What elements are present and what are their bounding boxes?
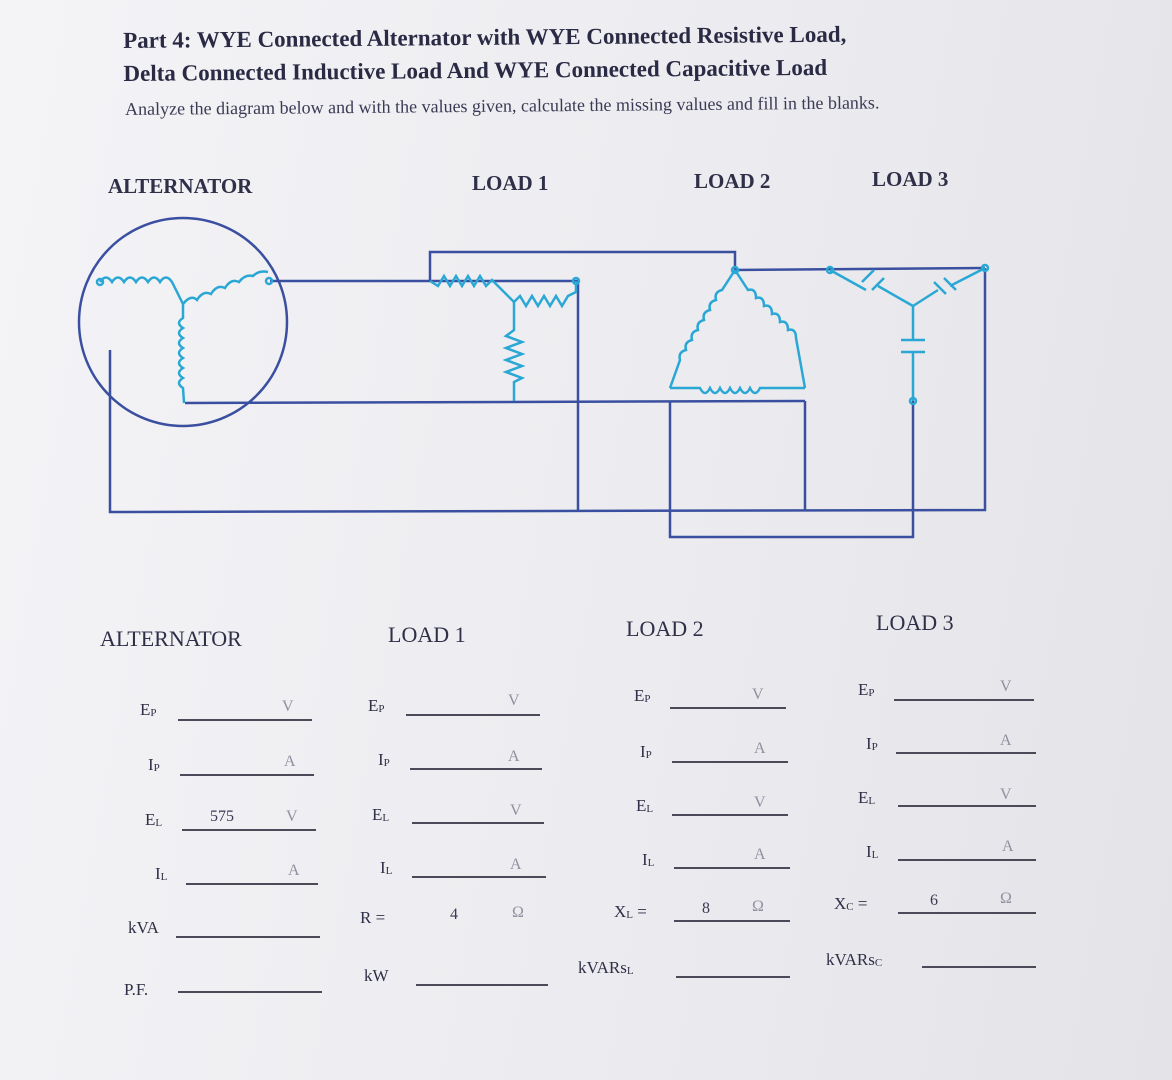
load1-il-unit: A bbox=[510, 856, 522, 873]
load3-ep-field[interactable] bbox=[894, 699, 1034, 701]
wire-line-c bbox=[110, 268, 985, 512]
load3-capacitor-a bbox=[830, 270, 913, 306]
instructions: Analyze the diagram below and with the values given, calculate the missing values and fill in the blanks. bbox=[125, 92, 880, 119]
load2-ip-unit: A bbox=[754, 740, 766, 757]
load2-el-label: $E_L$ bbox=[636, 796, 654, 815]
alternator-pf-label: P.F. bbox=[124, 980, 149, 999]
load2-el-field[interactable] bbox=[672, 814, 788, 816]
load3-xc-field[interactable] bbox=[898, 912, 1036, 914]
load3-capacitor-c bbox=[901, 306, 925, 401]
load3-xc-value: 6 bbox=[930, 892, 938, 909]
load2-il-unit: A bbox=[754, 846, 766, 863]
alternator-terminal-b bbox=[266, 278, 272, 284]
load2-il-label: $I_L$ bbox=[642, 850, 655, 869]
wire-load3-top bbox=[735, 268, 985, 270]
wire-line-b bbox=[185, 401, 805, 403]
alternator-ep-unit: V bbox=[282, 698, 294, 715]
diagram-label-load2: LOAD 2 bbox=[694, 169, 771, 193]
alternator-kva-field[interactable] bbox=[176, 936, 320, 938]
load3-ep-unit: V bbox=[1000, 678, 1012, 695]
alternator-il-unit: A bbox=[288, 862, 300, 879]
load1-el-label: $E_L$ bbox=[372, 805, 390, 824]
load2-inductor-bottom bbox=[670, 388, 805, 393]
load3-kvars-field[interactable] bbox=[922, 966, 1036, 968]
load3-xc-unit: Ω bbox=[1000, 890, 1012, 907]
load3-el-label: $E_L$ bbox=[858, 788, 876, 807]
diagram-label-alternator: ALTERNATOR bbox=[108, 174, 253, 198]
diagram-label-load1: LOAD 1 bbox=[472, 171, 549, 195]
load3-section-title: LOAD 3 bbox=[876, 610, 954, 635]
load1-resistor-b bbox=[514, 281, 576, 306]
load1-ip-field[interactable] bbox=[410, 768, 542, 770]
load1-section-title: LOAD 1 bbox=[388, 622, 466, 647]
load2-ep-field[interactable] bbox=[670, 707, 786, 709]
load1-ep-unit: V bbox=[508, 692, 520, 709]
load1-resistor-c bbox=[506, 302, 522, 401]
load2-kvars-label: kVARs$_L$ bbox=[578, 958, 634, 977]
load2-ep-unit: V bbox=[752, 686, 764, 703]
components bbox=[97, 265, 988, 404]
alternator-kva-label: kVA bbox=[128, 918, 159, 937]
wire-line-a-upper bbox=[430, 252, 735, 281]
load1-ip-unit: A bbox=[508, 748, 520, 765]
wire-line-a bbox=[270, 281, 578, 512]
alternator-ip-label: $I_P$ bbox=[148, 755, 160, 774]
alternator-winding-a bbox=[100, 278, 183, 305]
wire-loop-b bbox=[670, 401, 913, 537]
load3-ip-field[interactable] bbox=[896, 752, 1036, 754]
load1-r-unit: Ω bbox=[512, 904, 524, 921]
load3-ip-unit: A bbox=[1000, 732, 1012, 749]
load1-ep-label: $E_P$ bbox=[368, 696, 385, 715]
load1-il-label: $I_L$ bbox=[380, 858, 393, 877]
alternator-pf-field[interactable] bbox=[178, 991, 322, 993]
alternator-el-label: $E_L$ bbox=[145, 810, 163, 829]
load3-capacitor-b bbox=[913, 268, 985, 306]
load2-ep-label: $E_P$ bbox=[634, 686, 651, 705]
load1-r-label: R = bbox=[360, 908, 386, 927]
alternator-il-label: $I_L$ bbox=[155, 864, 168, 883]
title-line-1: Part 4: WYE Connected Alternator with WYE Connected Resistive Load, bbox=[123, 21, 847, 53]
load2-inductor-right bbox=[735, 270, 805, 388]
load3-el-unit: V bbox=[1000, 786, 1012, 803]
load3-il-unit: A bbox=[1002, 838, 1014, 855]
load2-kvars-field[interactable] bbox=[676, 976, 790, 978]
load2-ip-label: $I_P$ bbox=[640, 742, 652, 761]
load2-xl-unit: Ω bbox=[752, 898, 764, 915]
alternator-il-field[interactable] bbox=[186, 883, 318, 885]
load1-il-field[interactable] bbox=[412, 876, 546, 878]
alternator-el-field[interactable] bbox=[182, 829, 316, 831]
diagram-label-load3: LOAD 3 bbox=[872, 167, 949, 191]
load1-el-unit: V bbox=[510, 802, 522, 819]
load2-inductor-left bbox=[670, 270, 735, 388]
load3-xc-label: $X_C$ = bbox=[834, 894, 868, 913]
alternator-ep-field[interactable] bbox=[178, 719, 312, 721]
load2-xl-field[interactable] bbox=[674, 920, 790, 922]
load1-el-field[interactable] bbox=[412, 822, 544, 824]
load2-ip-field[interactable] bbox=[672, 761, 788, 763]
load1-ip-label: $I_P$ bbox=[378, 750, 390, 769]
load3-kvars-label: kVARs$_C$ bbox=[826, 950, 883, 969]
load3-el-field[interactable] bbox=[898, 805, 1036, 807]
load1-ep-field[interactable] bbox=[406, 714, 540, 716]
wires bbox=[79, 218, 985, 537]
load2-il-field[interactable] bbox=[674, 867, 790, 869]
alternator-ip-field[interactable] bbox=[180, 774, 314, 776]
load2-el-unit: V bbox=[754, 794, 766, 811]
load3-il-label: $I_L$ bbox=[866, 842, 879, 861]
load1-kw-label: kW bbox=[364, 966, 389, 985]
load2-section-title: LOAD 2 bbox=[626, 616, 704, 641]
load2-xl-value: 8 bbox=[702, 900, 710, 917]
alternator-section-title: ALTERNATOR bbox=[100, 626, 242, 651]
alternator-winding-c bbox=[179, 304, 184, 403]
alternator-ep-label: $E_P$ bbox=[140, 700, 157, 719]
alternator-el-value: 575 bbox=[210, 808, 234, 825]
alternator-winding-b bbox=[183, 272, 268, 305]
load3-ep-label: $E_P$ bbox=[858, 680, 875, 699]
title-line-2: Delta Connected Inductive Load And WYE Connected Capacitive Load bbox=[123, 54, 828, 86]
alternator-el-unit: V bbox=[286, 808, 298, 825]
load1-kw-field[interactable] bbox=[416, 984, 548, 986]
load3-ip-label: $I_P$ bbox=[866, 734, 878, 753]
load3-il-field[interactable] bbox=[898, 859, 1036, 861]
load2-xl-label: $X_L$ = bbox=[614, 902, 647, 921]
alternator-ip-unit: A bbox=[284, 753, 296, 770]
load1-r-value: 4 bbox=[450, 906, 458, 923]
